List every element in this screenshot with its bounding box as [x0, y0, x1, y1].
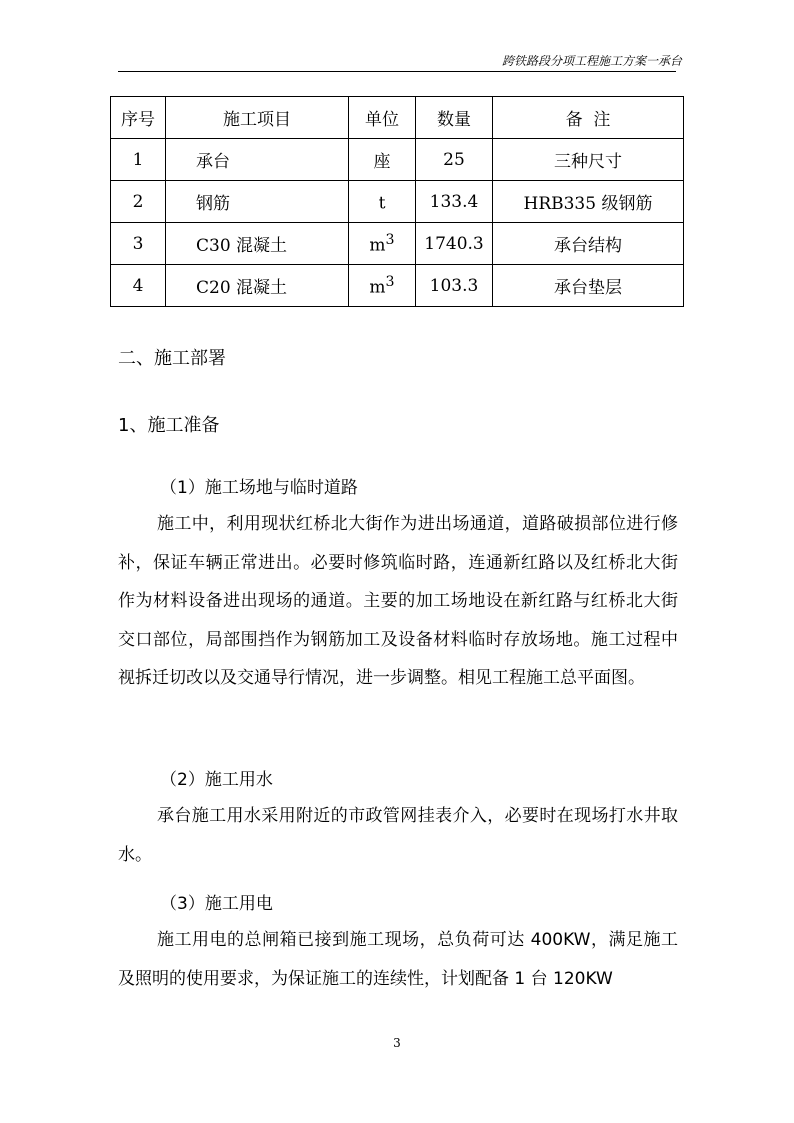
table-row [111, 139, 684, 181]
unit-superscript: 3 [385, 273, 395, 290]
col-header-unit: 单位 [349, 97, 416, 139]
col-header-qty: 数量 [416, 97, 493, 139]
unit-text: m [369, 235, 386, 256]
section-heading: 二、施工部署 [118, 348, 226, 369]
unit-superscript: 3 [385, 231, 395, 248]
page-number: 3 [393, 1036, 401, 1050]
cell-note: 承台结构 [493, 223, 684, 265]
table-row [111, 223, 684, 265]
cell-unit [349, 223, 416, 265]
cell-unit [349, 265, 416, 307]
cell-no: 2 [111, 181, 166, 223]
cell-qty: 1740.3 [416, 223, 493, 265]
running-header: 跨铁路段分项工程施工方案一承台 [501, 54, 682, 68]
col-header-note: 备 注 [493, 97, 684, 139]
unit-text: m [369, 277, 386, 298]
header-rule [118, 71, 676, 72]
cell-item: C20 混凝土 [166, 265, 349, 307]
cell-qty: 133.4 [416, 181, 493, 223]
unit-text: t [378, 193, 386, 214]
item-heading-water: （2）施工用水 [160, 770, 273, 790]
cell-unit [349, 181, 416, 223]
cell-note: HRB335 级钢筋 [493, 181, 684, 223]
paragraph-water: 承台施工用水采用附近的市政管网挂表介入，必要时在现场打水井取水。 [118, 806, 678, 865]
cell-item: 钢筋 [166, 181, 349, 223]
table-row [111, 265, 684, 307]
paragraph-power: 施工用电的总闸箱已接到施工现场，总负荷可达 400KW，满足施工及照明的使用要求，为保证施工的连续性，计划配备 1 台 120KW [118, 930, 678, 989]
cell-note: 三种尺寸 [493, 139, 684, 181]
cell-item: C30 混凝土 [166, 223, 349, 265]
col-header-item: 施工项目 [166, 97, 349, 139]
unit-text: 座 [373, 152, 391, 172]
cell-unit [349, 139, 416, 181]
cell-note: 承台垫层 [493, 265, 684, 307]
col-header-no: 序号 [111, 97, 166, 139]
table-header-row [111, 97, 684, 139]
cell-qty: 103.3 [416, 265, 493, 307]
table-row [111, 181, 684, 223]
paragraph-site-roads: 施工中，利用现状红桥北大街作为进出场通道，道路破损部位进行修补，保证车辆正常进出。必要时修筑临时路，连通新红路以及红桥北大街作为材料设备进出现场的通道。主要的加工场地设在新红路与红桥北大街交口部位，局部围挡作为钢筋加工及设备材料临时存放场地。施工过程中视拆迁切改以及交通导行情况，进一步调整。相见工程施工总平面图。 [118, 514, 678, 688]
cell-no: 4 [111, 265, 166, 307]
item-heading-power: （3）施工用电 [160, 894, 273, 914]
cell-no: 3 [111, 223, 166, 265]
subsection-heading: 1、施工准备 [118, 415, 220, 436]
cell-no: 1 [111, 139, 166, 181]
cell-qty: 25 [416, 139, 493, 181]
item-heading-site-roads: （1）施工场地与临时道路 [160, 478, 358, 498]
cell-item: 承台 [166, 139, 349, 181]
quantity-table [110, 96, 684, 307]
